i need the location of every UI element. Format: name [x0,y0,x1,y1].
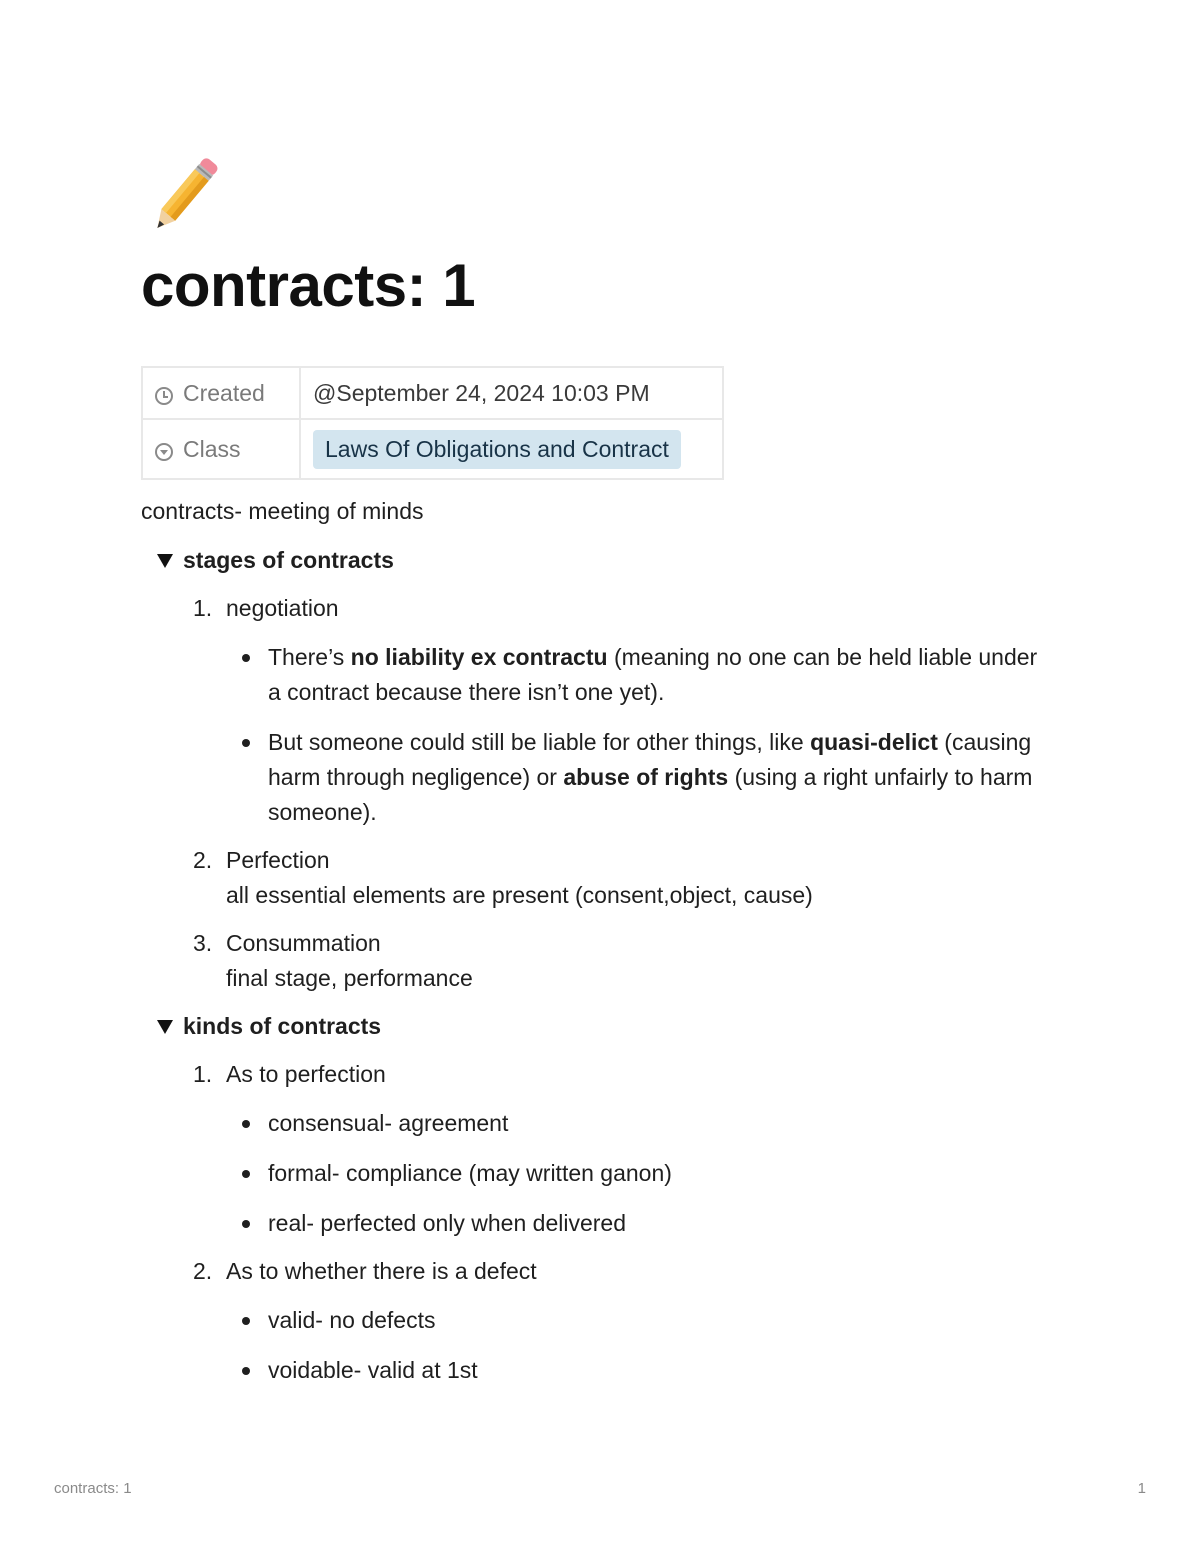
bullet-item [226,1106,1041,1141]
text-run: There’s [268,644,351,670]
bold-text: quasi-delict [810,729,938,755]
bullet-item [226,1206,1041,1241]
numbered-list [141,1057,1041,1388]
bullet-list [226,640,1041,830]
bullet-item [226,725,1041,830]
select-icon [155,443,173,461]
class-label: Class [183,435,241,462]
property-name-class[interactable] [142,419,300,479]
list-number: 2. [193,1258,213,1284]
bullet-text: formal- compliance (may written ganon) [268,1160,672,1186]
list-item [141,1254,1041,1388]
list-item-subtext: all essential elements are present (consent,object, cause) [226,882,813,908]
list-item [141,1057,1041,1241]
bullet-text: valid- no defects [268,1307,436,1333]
toggle-title: kinds of contracts [183,1013,382,1039]
text-run: (using a right unfairly to harm someone). [268,764,1033,825]
bullet-text: consensual- agreement [268,1110,509,1136]
numbered-list [141,591,1041,996]
bullet-list [226,1303,1041,1388]
list-item-text: Consummation [226,930,381,956]
list-item-text: As to perfection [226,1061,386,1087]
bullet-dot-icon [242,1170,250,1178]
property-row-class [142,419,723,479]
list-item-text: As to whether there is a defect [226,1258,537,1284]
intro-text: contracts- meeting of minds [141,498,424,524]
text-run: (meaning no one can be held liable under a contract because there isn’t one yet). [268,644,1038,705]
list-item-text: Perfection [226,847,330,873]
list-item-subtext: final stage, performance [226,965,473,991]
toggle-triangle-icon[interactable] [157,554,173,568]
bullet-item [226,1353,1041,1388]
properties-table [141,366,724,480]
property-value-created[interactable] [300,367,723,419]
toggle-triangle-icon[interactable] [157,1020,173,1034]
list-number: 3. [193,930,213,956]
created-date: @September 24, 2024 10:03 PM [313,379,650,406]
list-item-text: negotiation [226,595,339,621]
bullet-item [226,1303,1041,1338]
list-number: 2. [193,847,213,873]
text-run: (causing harm through negligence) or [268,729,1032,790]
bullet-dot-icon [242,1367,250,1375]
property-value-class[interactable] [300,419,723,479]
property-name-created[interactable] [142,367,300,419]
bullet-item [226,1156,1041,1191]
page-title: contracts: 1 [141,252,476,319]
bullet-dot-icon [242,1220,250,1228]
bullet-text: voidable- valid at 1st [268,1357,478,1383]
toggle-title: stages of contracts [183,547,394,573]
bullet-list [226,1106,1041,1241]
list-item [141,926,1041,996]
bullet-text: real- perfected only when delivered [268,1210,626,1236]
bold-text: no liability ex contractu [350,644,608,670]
footer-page-title: contracts: 1 [54,1480,132,1497]
list-item [141,591,1041,830]
bullet-item [226,640,1041,710]
list-number: 1. [193,1061,213,1087]
property-row-created [142,367,723,419]
bullet-dot-icon [242,1317,250,1325]
page-content [141,494,1041,1401]
toggle-kinds-of-contracts[interactable] [155,1009,1041,1044]
bullet-dot-icon [242,739,250,747]
created-label: Created [183,379,265,406]
list-item [141,843,1041,913]
bullet-dot-icon [242,1120,250,1128]
toggle-stages-of-contracts[interactable] [155,543,1041,578]
bold-text: abuse of rights [563,764,729,790]
text-run: But someone could still be liable for other things, like [268,729,811,755]
class-tag[interactable]: Laws Of Obligations and Contract [313,430,681,469]
pencil-icon[interactable] [140,150,230,240]
footer-page-number: 1 [1137,1480,1146,1497]
clock-icon [155,387,173,405]
list-number: 1. [193,595,213,621]
bullet-dot-icon [242,654,250,662]
